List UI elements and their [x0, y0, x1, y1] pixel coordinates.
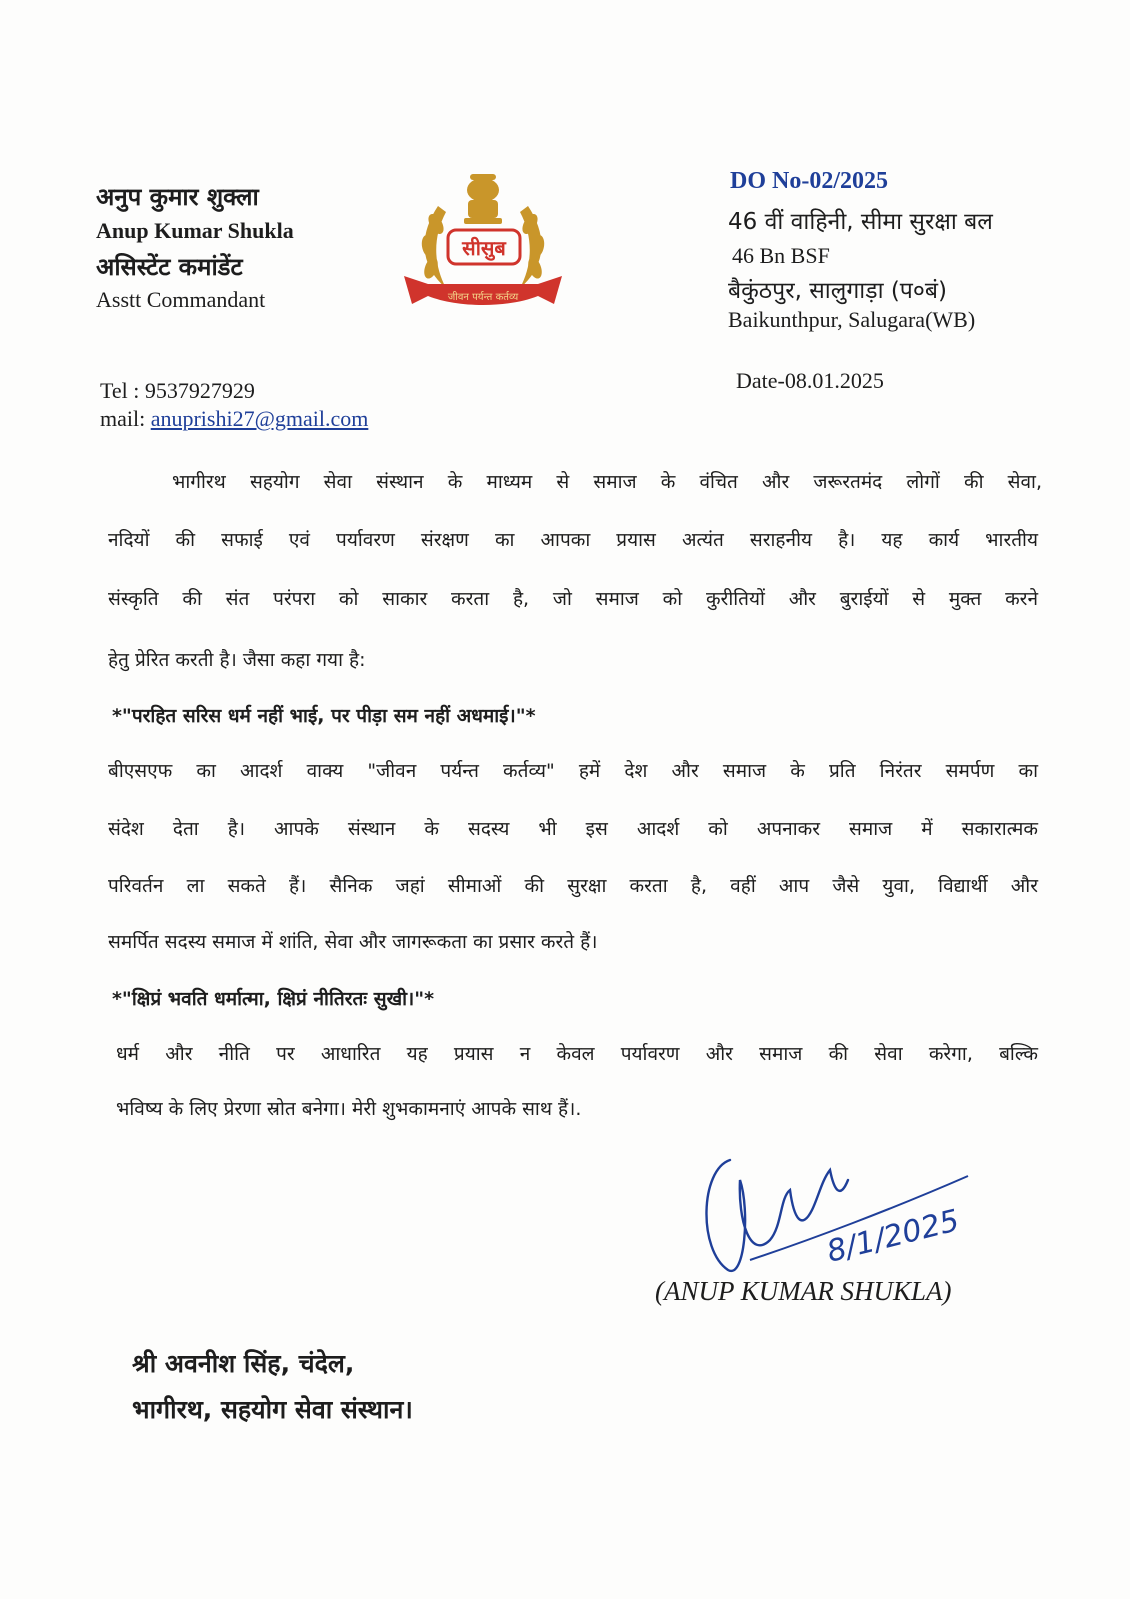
- unit-hindi: 46 वीं वाहिनी, सीमा सुरक्षा बल: [728, 209, 993, 235]
- location-hindi: बैकुंठपुर, सालुगाड़ा (प०बं): [728, 278, 947, 304]
- signatory-name: (ANUP KUMAR SHUKLA): [655, 1276, 952, 1306]
- para2-line: संदेश देता है। आपके संस्थान के सदस्य भी इस आदर्श को अपनाकर समाज में सकारात्मक: [108, 818, 1038, 840]
- para1-line: भागीरथ सहयोग सेवा संस्थान के माध्यम से समाज के वंचित और जरूरतमंद लोगों की सेवा,: [172, 471, 1042, 493]
- addressee-name: श्री अवनीश सिंह, चंदेल,: [132, 1349, 355, 1378]
- emblem-center-text: सीसुब: [462, 236, 506, 260]
- sender-name-english: Anup Kumar Shukla: [96, 218, 294, 243]
- para2-line: परिवर्तन ला सकते हैं। सैनिक जहां सीमाओं की सुरक्षा करता है, वहीं आप जैसे युवा, विद्यार्थी और: [108, 875, 1038, 897]
- sender-telephone: Tel : 9537927929: [100, 378, 255, 403]
- unit-english: 46 Bn BSF: [732, 243, 830, 268]
- sender-rank-hindi: असिस्टेंट कमांडेंट: [96, 253, 243, 281]
- mail-link[interactable]: anuprishi27@gmail.com: [150, 406, 369, 431]
- addressee-organisation: भागीरथ, सहयोग सेवा संस्थान।: [132, 1395, 413, 1424]
- quote-gita: *"क्षिप्रं भवति धर्मात्मा, क्षिप्रं नीतिरतः सुखी।"*: [112, 988, 435, 1010]
- para2-line: समर्पित सदस्य समाज में शांति, सेवा और जागरूकता का प्रसार करते हैं।: [108, 931, 598, 953]
- para1-line: हेतु प्रेरित करती है। जैसा कहा गया है:: [108, 649, 366, 671]
- sender-rank-english: Asstt Commandant: [96, 287, 266, 312]
- letter-date: Date-08.01.2025: [736, 368, 884, 393]
- mail-label: mail:: [100, 406, 146, 431]
- bsf-emblem: [398, 166, 568, 324]
- lion-capital-icon: [464, 174, 502, 224]
- location-english: Baikunthpur, Salugara(WB): [728, 307, 976, 332]
- quote-ramcharitmanas: *"परहित सरिस धर्म नहीं भाई, पर पीड़ा सम नहीं अधमाई।"*: [112, 705, 536, 727]
- signature-date: 8/1/2025: [823, 1203, 963, 1270]
- para3-line: धर्म और नीति पर आधारित यह प्रयास न केवल पर्यावरण और समाज की सेवा करेगा, बल्कि: [116, 1043, 1038, 1065]
- para3-line: भविष्य के लिए प्रेरणा स्रोत बनेगा। मेरी शुभकामनाएं आपके साथ हैं।.: [116, 1098, 582, 1120]
- para1-line: नदियों की सफाई एवं पर्यावरण संरक्षण का आपका प्रयास अत्यंत सराहनीय है। यह कार्य भारतीय: [108, 529, 1038, 551]
- emblem-ribbon-text: जीवन पर्यन्त कर्तव्य: [447, 292, 519, 303]
- para1-line: संस्कृति की संत परंपरा को साकार करता है, जो समाज को कुरीतियों और बुराईयों से मुक्त करने: [108, 588, 1038, 610]
- sender-mail-line: [100, 406, 368, 432]
- sender-name-hindi: अनुप कुमार शुक्ला: [96, 183, 259, 211]
- para2-line: बीएसएफ का आदर्श वाक्य "जीवन पर्यन्त कर्तव्य" हमें देश और समाज के प्रति निरंतर समर्पण का: [108, 760, 1038, 782]
- do-number: DO No-02/2025: [730, 168, 888, 194]
